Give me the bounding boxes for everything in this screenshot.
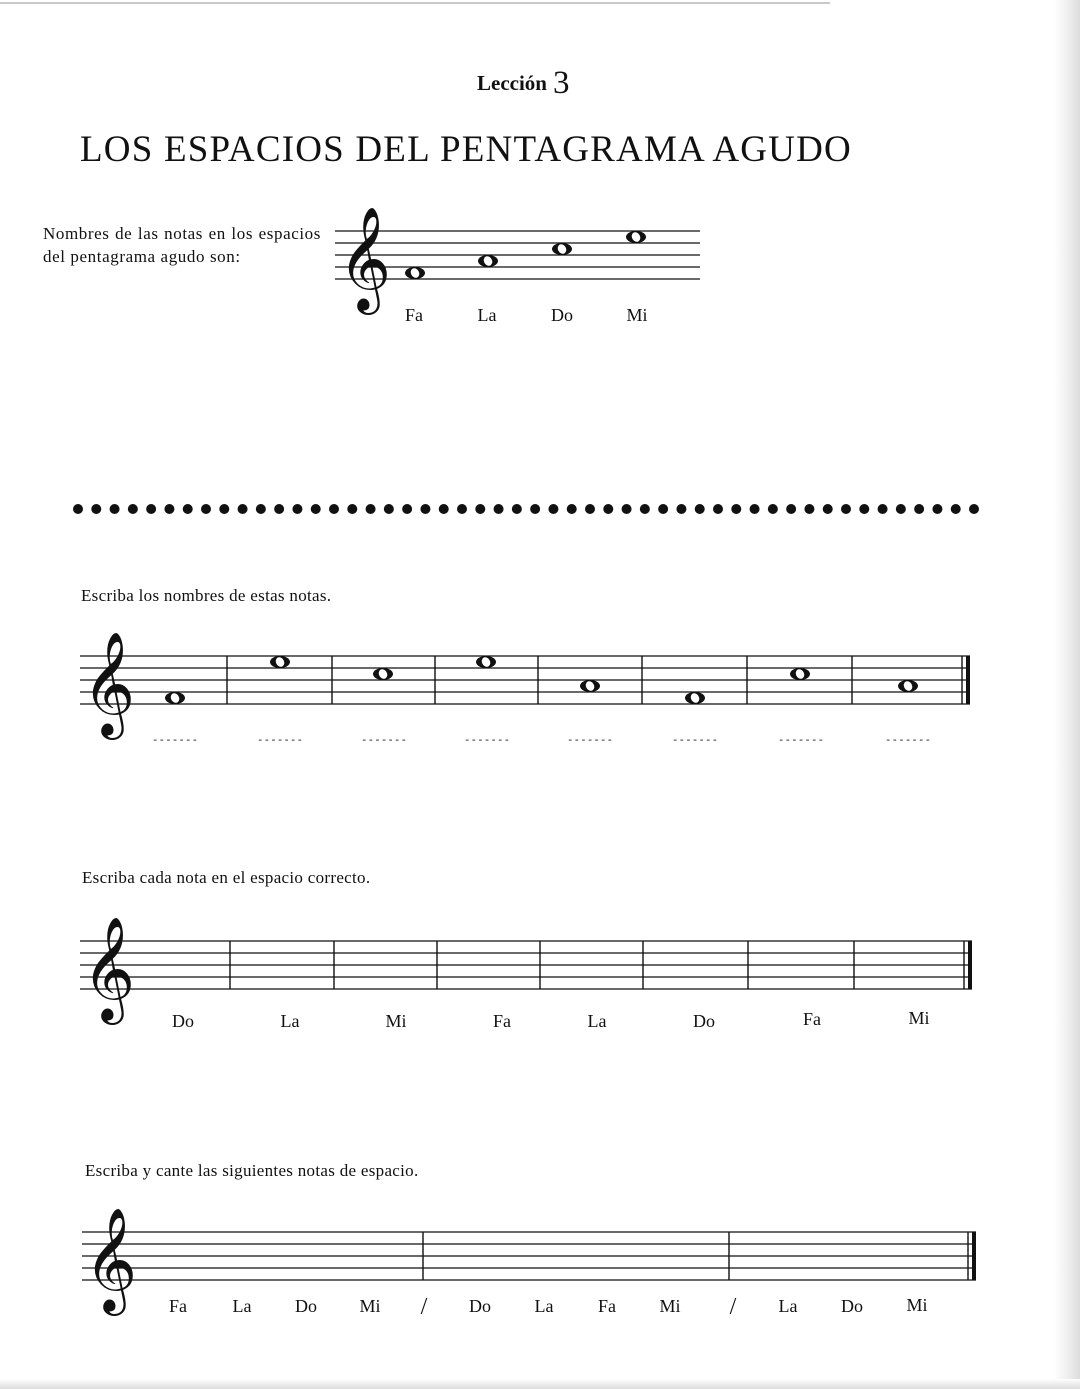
final-bar-line <box>968 941 972 989</box>
staff-lines <box>82 1232 976 1280</box>
divider-dot <box>585 504 595 514</box>
divider-dot <box>804 504 814 514</box>
whole-note-icon <box>270 656 290 669</box>
page-title: LOS ESPACIOS DEL PENTAGRAMA AGUDO <box>80 129 852 170</box>
divider-dot <box>256 504 266 514</box>
divider-dot <box>841 504 851 514</box>
exercise2-label: Do <box>693 1011 715 1031</box>
whole-note-icon <box>552 243 572 256</box>
lesson-label: Lección <box>477 71 547 95</box>
divider-dot <box>750 504 760 514</box>
whole-note-icon <box>685 692 705 705</box>
divider-dot <box>622 504 632 514</box>
divider-dot <box>914 504 924 514</box>
treble-clef-icon: 𝄞 <box>338 206 392 311</box>
divider-dot <box>896 504 906 514</box>
divider-dot <box>219 504 229 514</box>
whole-note-icon <box>165 692 185 705</box>
exercise3-label: Do <box>469 1296 491 1316</box>
whole-note-icon <box>626 231 646 244</box>
exercise3-label: Fa <box>598 1296 616 1316</box>
exercise3-label: La <box>232 1296 252 1316</box>
page-edge-shadow <box>1054 0 1080 1389</box>
divider-dot <box>475 504 485 514</box>
divider-dot <box>146 504 156 514</box>
exercise3-label: La <box>778 1296 798 1316</box>
answer-blank[interactable]: ------- <box>360 733 408 746</box>
divider-dot <box>329 504 339 514</box>
exercise3-label: Do <box>841 1296 863 1316</box>
divider-dot <box>878 504 888 514</box>
divider-dot <box>274 504 284 514</box>
divider-dot <box>859 504 869 514</box>
answer-blank[interactable]: ------- <box>777 733 825 746</box>
exercise2-label: La <box>280 1011 300 1031</box>
exercise3-label: Mi <box>659 1296 681 1316</box>
divider-dot <box>786 504 796 514</box>
divider-dot <box>164 504 174 514</box>
whole-note-icon <box>580 680 600 693</box>
divider-dot <box>439 504 449 514</box>
divider-dot <box>548 504 558 514</box>
staff-lines <box>80 941 972 989</box>
divider-dot <box>311 504 321 514</box>
exercise3-label: Mi <box>359 1296 381 1316</box>
intro-note-name: Do <box>551 305 573 325</box>
exercise3-staff[interactable] <box>72 1206 982 1312</box>
whole-note-icon <box>405 267 425 280</box>
divider-dot <box>402 504 412 514</box>
exercise2-label: Fa <box>803 1009 821 1029</box>
divider-dot <box>91 504 101 514</box>
divider-dot <box>110 504 120 514</box>
exercise3-label: Mi <box>906 1295 928 1315</box>
treble-clef-icon: 𝄞 <box>82 916 136 1021</box>
exercise3-label: Do <box>295 1296 317 1316</box>
divider-dot <box>713 504 723 514</box>
divider-dot <box>238 504 248 514</box>
divider-dot <box>366 504 376 514</box>
phrase-separator: / <box>729 1294 737 1320</box>
divider-dot <box>420 504 430 514</box>
exercise1-staff <box>70 630 980 736</box>
divider-dot <box>530 504 540 514</box>
final-bar-line <box>972 1232 976 1280</box>
divider-dot <box>457 504 467 514</box>
whole-note-icon <box>478 255 498 268</box>
divider-dot <box>932 504 942 514</box>
answer-blank[interactable]: ------- <box>463 733 511 746</box>
treble-clef-icon: 𝄞 <box>84 1207 138 1312</box>
staff-lines <box>80 656 970 704</box>
exercise2-label: Fa <box>493 1011 511 1031</box>
top-rule <box>0 2 830 4</box>
intro-staff <box>330 205 710 311</box>
whole-note-icon <box>476 656 496 669</box>
final-bar-line <box>966 656 970 704</box>
exercise2-label: La <box>587 1011 607 1031</box>
divider-dot <box>969 504 979 514</box>
dotted-divider <box>72 500 982 518</box>
exercise3-label: Fa <box>169 1296 187 1316</box>
exercise3-instruction: Escriba y cante las siguientes notas de espacio. <box>85 1161 419 1180</box>
page-bottom-shadow <box>0 1379 1080 1389</box>
divider-dot <box>347 504 357 514</box>
divider-dot <box>640 504 650 514</box>
intro-note-name: Fa <box>405 305 423 325</box>
divider-dot <box>128 504 138 514</box>
answer-blank[interactable]: ------- <box>671 733 719 746</box>
divider-dot <box>676 504 686 514</box>
divider-dot <box>768 504 778 514</box>
answer-blank[interactable]: ------- <box>884 733 932 746</box>
phrase-separator: / <box>420 1294 428 1320</box>
divider-dot <box>201 504 211 514</box>
divider-dot <box>494 504 504 514</box>
treble-clef-icon: 𝄞 <box>82 631 136 736</box>
divider-dot <box>731 504 741 514</box>
exercise1-instruction: Escriba los nombres de estas notas. <box>81 586 332 605</box>
divider-dot <box>951 504 961 514</box>
divider-dot <box>183 504 193 514</box>
divider-dot <box>384 504 394 514</box>
divider-dot <box>73 504 83 514</box>
whole-note-icon <box>373 668 393 681</box>
exercise2-label: Do <box>172 1011 194 1031</box>
lesson-number: 3 <box>552 65 570 101</box>
answer-blank[interactable]: ------- <box>256 733 304 746</box>
intro-text: Nombres de las notas en los espacios del pentagrama agudo son: <box>43 224 321 266</box>
exercise2-label: Mi <box>908 1008 930 1028</box>
divider-dot <box>823 504 833 514</box>
divider-dot <box>695 504 705 514</box>
divider-dot <box>567 504 577 514</box>
divider-dot <box>512 504 522 514</box>
divider-dot <box>603 504 613 514</box>
exercise2-label: Mi <box>385 1011 407 1031</box>
intro-note-name: Mi <box>626 305 648 325</box>
divider-dot <box>292 504 302 514</box>
answer-blank[interactable]: ------- <box>151 733 199 746</box>
exercise2-instruction: Escriba cada nota en el espacio correcto. <box>82 868 371 887</box>
whole-note-icon <box>790 668 810 681</box>
lesson-heading <box>477 62 569 99</box>
answer-blank[interactable]: ------- <box>566 733 614 746</box>
exercise3-label: La <box>534 1296 554 1316</box>
whole-note-icon <box>898 680 918 693</box>
intro-note-name: La <box>477 305 497 325</box>
divider-dot <box>658 504 668 514</box>
